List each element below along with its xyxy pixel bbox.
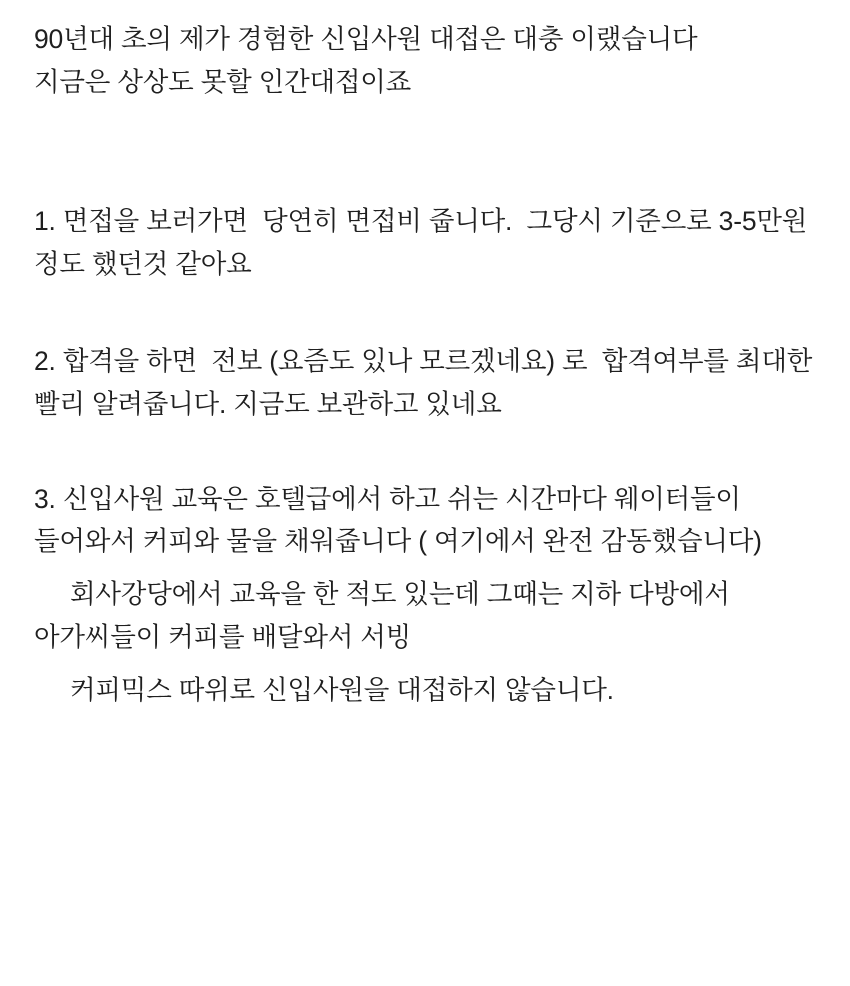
spacer-after-intro xyxy=(34,104,816,200)
list-item-2: 2. 합격을 하면 전보 (요즘도 있나 모르겠네요) 로 합격여부를 최대한 빨리 알려줍니다. 지금도 보관하고 있네요 xyxy=(34,345,820,419)
spacer-after-sub-1 xyxy=(34,659,816,669)
list-item-1: 1. 면접을 보러가면 당연히 면접비 줍니다. 그당시 기준으로 3-5만원 정도 했던것 같아요 xyxy=(34,205,815,279)
list-item-3: 3. 신입사원 교육은 호텔급에서 하고 쉬는 시간마다 웨이터들이 들어와서 커피와 물을 채워줍니다 ( 여기에서 완전 감동했습니다) xyxy=(34,483,762,557)
spacer-after-item-3 xyxy=(34,563,816,573)
intro-line-1: 90년대 초의 제가 경험한 신입사원 대접은 대충 이랬습니다 xyxy=(34,24,698,54)
intro-paragraph xyxy=(34,18,816,104)
spacer-after-item-2 xyxy=(34,426,816,478)
list-item-3-sub-1: 회사강당에서 교육을 한 적도 있는데 그때는 지하 다방에서 아가씨들이 커피를 배달와서 서빙 xyxy=(34,579,737,653)
spacer-after-item-1 xyxy=(34,286,816,340)
list-item-3-sub-2: 커피믹스 따위로 신입사원을 대접하지 않습니다. xyxy=(70,675,614,706)
intro-line-2: 지금은 상상도 못할 인간대접이죠 xyxy=(34,66,412,97)
